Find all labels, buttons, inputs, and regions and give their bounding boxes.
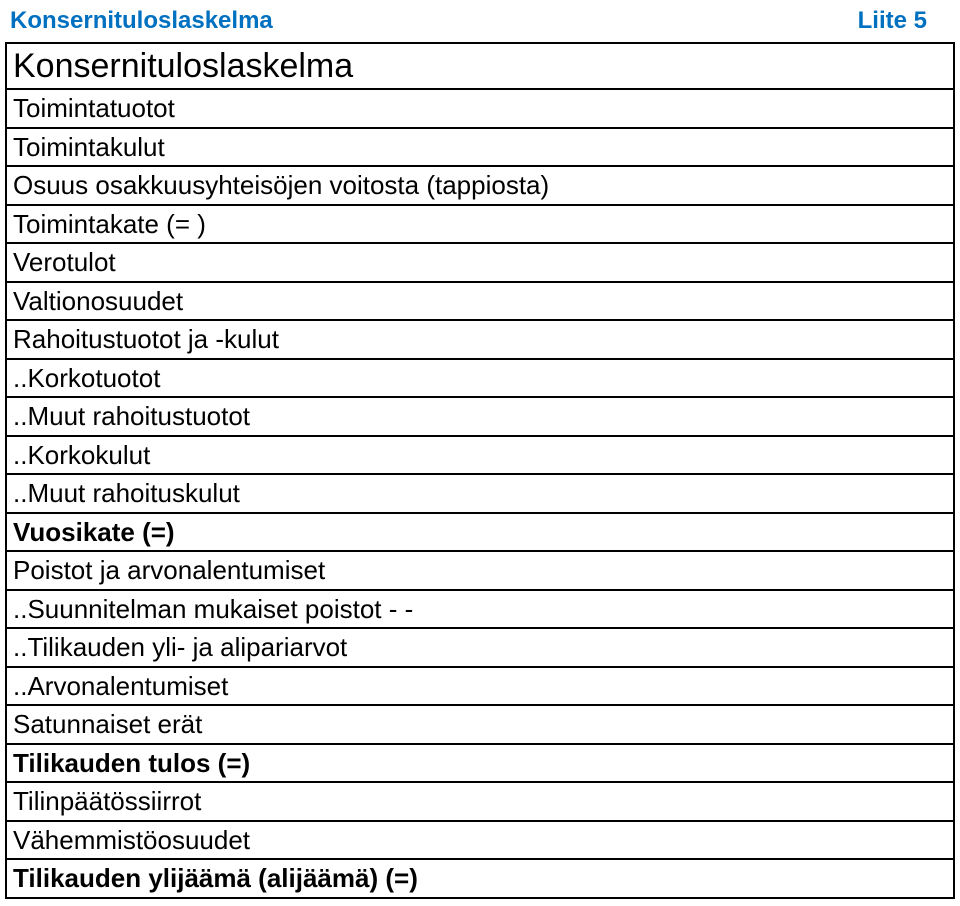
table-row [7, 591, 953, 630]
row-label: Verotulot [13, 247, 116, 278]
row-label: ..Suunnitelman mukaiset poistot - - [13, 593, 414, 624]
table-row [7, 668, 953, 707]
table-row [7, 860, 953, 899]
income-statement-table [5, 42, 955, 899]
table-row [7, 783, 953, 822]
row-label: ..Arvonalentumiset [13, 670, 229, 701]
row-label: Rahoitustuotot ja -kulut [13, 324, 279, 355]
table-row [7, 552, 953, 591]
appendix-label: Liite 5 [857, 7, 927, 34]
row-label: Osuus osakkuusyhteisöjen voitosta (tappiosta) [13, 170, 550, 201]
row-label: Toimintatuotot [13, 93, 175, 124]
page-header [0, 0, 960, 42]
row-label: ..Korkokulut [13, 439, 151, 470]
table-row [7, 167, 953, 206]
table-row [7, 514, 953, 553]
table-row [7, 437, 953, 476]
document-title: Konsernituloslaskelma [10, 7, 273, 34]
table-row [7, 398, 953, 437]
table-row [7, 90, 953, 129]
row-label: Toimintakulut [13, 131, 165, 162]
table-row [7, 283, 953, 322]
table-row [7, 706, 953, 745]
row-label: Satunnaiset erät [13, 709, 203, 740]
row-label: Vuosikate (=) [13, 516, 175, 547]
table-row [7, 822, 953, 861]
table-row [7, 244, 953, 283]
table-row [7, 206, 953, 245]
table-row [7, 129, 953, 168]
row-label: ..Muut rahoitustuotot [13, 401, 251, 432]
table-row [7, 629, 953, 668]
table-row [7, 475, 953, 514]
row-label: ..Muut rahoituskulut [13, 478, 240, 509]
row-label: Tilikauden tulos (=) [13, 747, 251, 778]
table-row [7, 745, 953, 784]
table-row [7, 360, 953, 399]
row-label: Toimintakate (= ) [13, 208, 206, 239]
row-label: Vähemmistöosuudet [13, 824, 251, 855]
row-label: ..Tilikauden yli- ja alipariarvot [13, 632, 348, 663]
table-row [7, 321, 953, 360]
row-label: Tilikauden ylijäämä (alijäämä) (=) [13, 863, 418, 894]
table-title: Konsernituloslaskelma [13, 47, 354, 85]
row-label: Poistot ja arvonalentumiset [13, 555, 326, 586]
row-label: Tilinpäätössiirrot [13, 786, 202, 817]
table-title-row [7, 44, 953, 90]
row-label: ..Korkotuotot [13, 362, 161, 393]
row-label: Valtionosuudet [13, 285, 184, 316]
table-rows [7, 90, 953, 899]
